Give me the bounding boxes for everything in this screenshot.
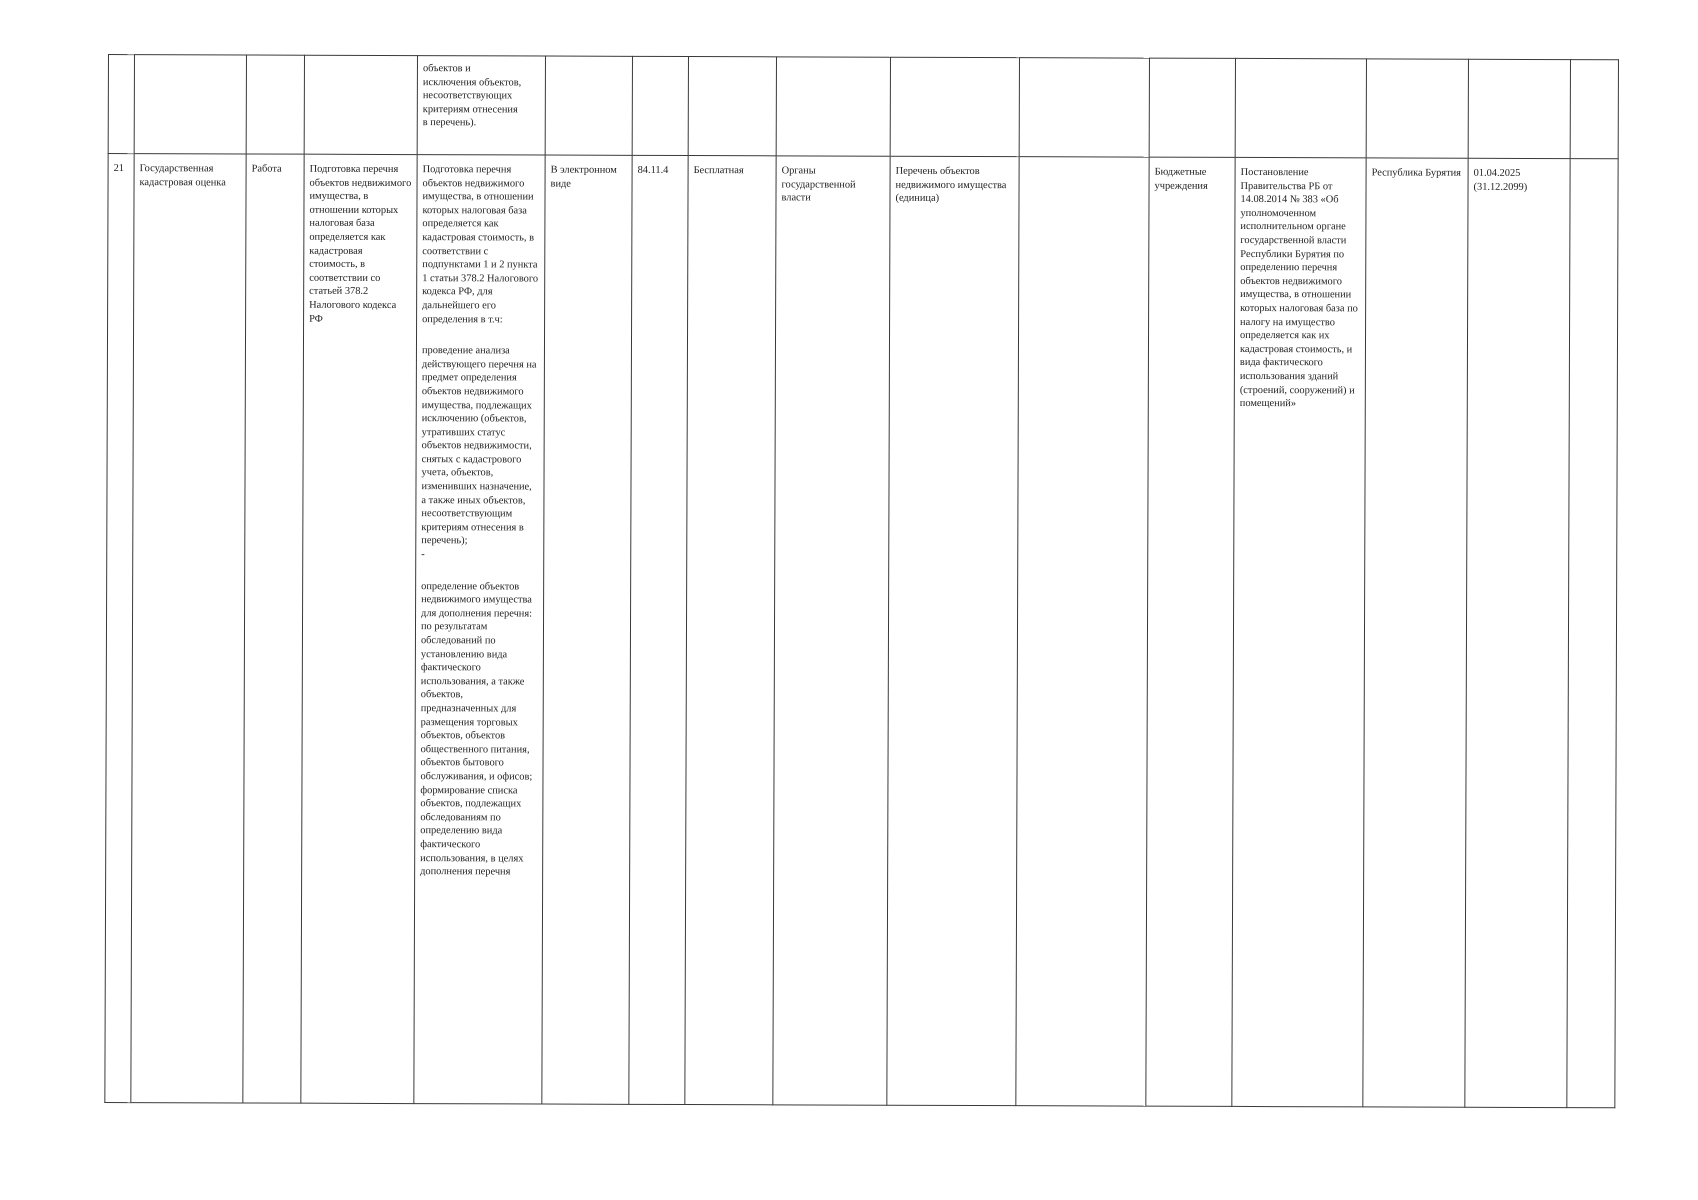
registry-table — [104, 54, 1619, 1108]
last-column — [1567, 159, 1618, 1108]
prev-content-tail: объектов и исключения объектов, несоответствующих критериям отнесения в перечень). — [422, 63, 522, 129]
provision-form: В электронном виде — [542, 155, 632, 1104]
table-row — [105, 154, 1618, 1108]
content-paragraph-1: Подготовка перечня объектов недвижимого имущества, в отношении которых налоговая база определяется как кадастровая стоимость, в соответствии с подпунктами 1 и 2 пункта 1 статьи 378.2 Налогового кодекса РФ, для дальнейшего его определения в т.ч: — [422, 164, 539, 325]
cell-payment — [688, 57, 776, 156]
payment-type: Бесплатная — [685, 156, 776, 1105]
work-content — [414, 155, 545, 1104]
cell-form — [545, 56, 632, 155]
cell-okved — [632, 56, 688, 155]
content-paragraph-2: проведение анализа действующего перечня на предмет определения объектов недвижимого имущества, подлежащих исключению (объектов, утративших статус объектов недвижимости, снятых с кадастрового учета, объектов, изменивших назначение, а также иных объектов, несоответствующим критериям отнесения в перечень); — [421, 345, 537, 547]
content-dash: - — [421, 549, 425, 561]
cell-dates — [1468, 59, 1570, 158]
cell-content — [417, 56, 545, 155]
work-type: Работа — [243, 154, 304, 1103]
territory: Республика Бурятия — [1363, 158, 1468, 1107]
cell-institution — [1149, 58, 1235, 157]
dates: 01.04.2025 (31.12.2099) — [1465, 158, 1570, 1107]
row-number: 21 — [105, 154, 134, 1103]
cell-territory — [1366, 59, 1468, 158]
cell-volume — [890, 57, 1019, 156]
cell-quality — [1019, 58, 1149, 157]
work-name: Подготовка перечня объектов недвижимого имущества, в отношении которых налоговая база определяется как кадастровая стоимость, в соответствии со статьей 378.2 Налогового кодекса РФ — [301, 154, 417, 1103]
content-paragraph-3: определение объектов недвижимого имущества для дополнения перечня: по результатам обследований по установлению вида фактического использования, а также объектов, предназначенных для размещения торговых объектов, объектов общественного питания, объектов бытового обслуживания, и офисов; — [420, 580, 533, 783]
legal-basis: Постановление Правительства РБ от 14.08.2014 № 383 «Об уполномоченном исполнительном органе государственной власти Республики Бурятия по определению перечня объектов недвижимого имущества, в отношении которых налоговая база по налогу на имущество определяется как их кадастровая стоимость, и вида фактического использования зданий (строений, сооружений) и помещений» — [1232, 157, 1366, 1106]
cell-type — [246, 55, 304, 154]
quality-indicator — [1016, 157, 1149, 1106]
okved-code: 84.11.4 — [629, 155, 688, 1104]
service-name: Государственная кадастровая оценка — [131, 154, 246, 1103]
consumers: Органы государственной власти — [773, 156, 890, 1105]
table-row-continued — [108, 55, 1618, 159]
cell-service-name — [134, 55, 246, 154]
cell-consumers — [776, 57, 890, 156]
cell-last — [1570, 60, 1618, 159]
cell-legal — [1235, 58, 1366, 157]
institution-type: Бюджетные учреждения — [1146, 157, 1235, 1106]
content-paragraph-4: формирование списка объектов, подлежащих обследованиям по определению вида фактического использования, в целях дополнения перечня — [420, 784, 524, 878]
cell-number — [108, 55, 134, 154]
cell-work-name — [304, 55, 417, 154]
volume-indicator: Перечень объектов недвижимого имущества (единица) — [887, 156, 1019, 1105]
